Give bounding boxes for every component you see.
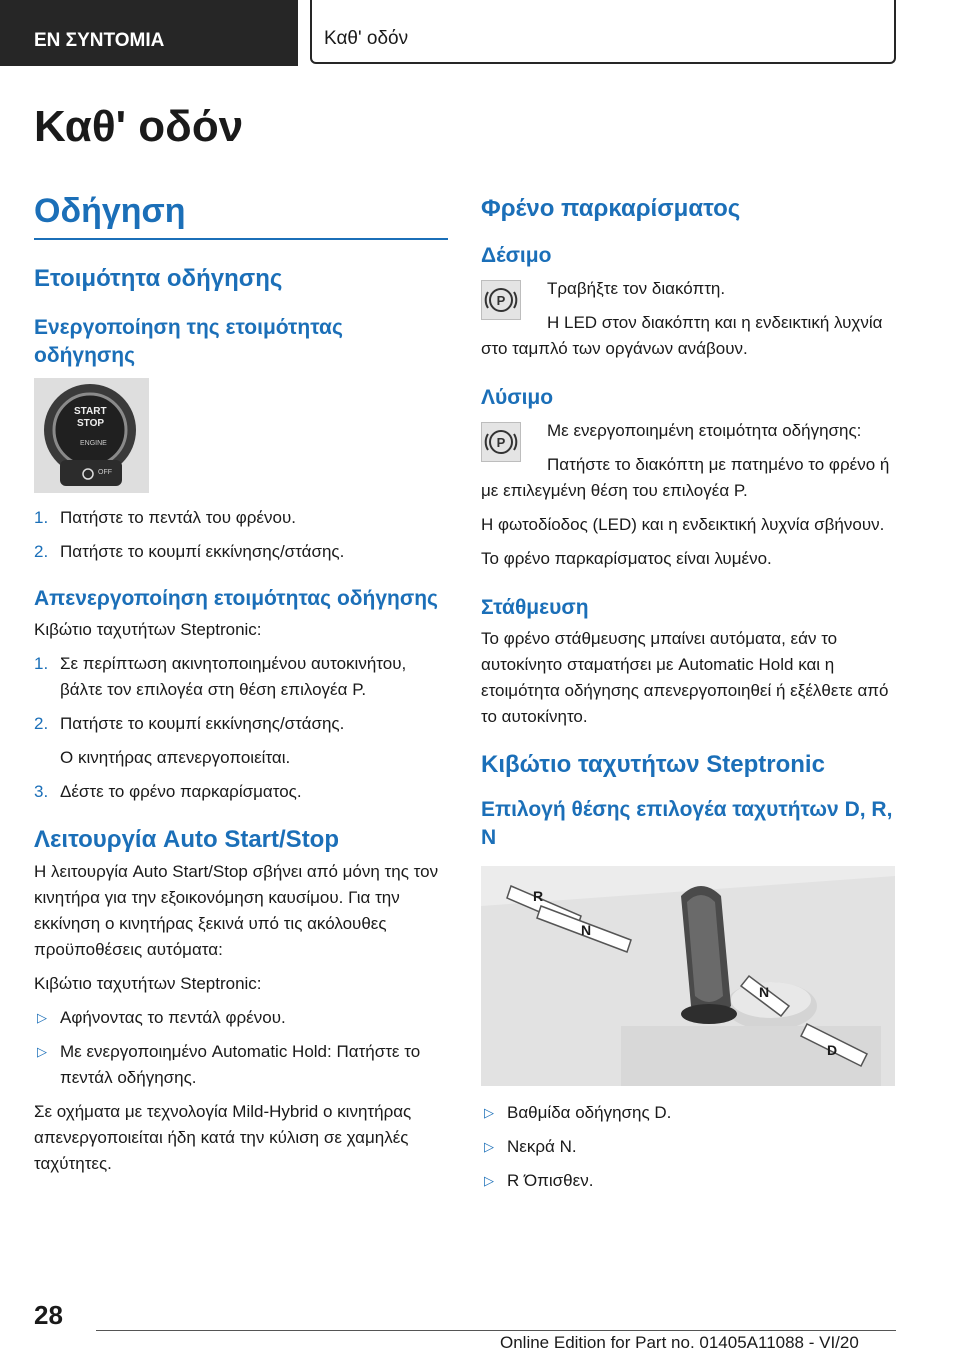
svg-text:P: P: [496, 435, 506, 450]
heading-deactivate: Απενεργοποίηση ετοιμότητας οδήγησης: [34, 587, 438, 610]
release-step-3: Η φωτοδίοδος (LED) και η ενδεικτική λυχνία σβήνουν.: [481, 515, 885, 534]
heading-activate: Ενεργοποίηση της ετοιμότητας οδήγησης: [34, 316, 343, 367]
heading-apply: Δέσιμο: [481, 244, 552, 267]
gear-selector-image: [481, 866, 895, 1086]
button-label-stop: STOP: [77, 418, 105, 429]
bullet-item: ▷ R Όπισθεν.: [484, 1171, 594, 1190]
release-instruction: [481, 418, 899, 450]
release-step-1: Με ενεργοποιημένη ετοιμότητα οδήγησης:: [547, 421, 862, 440]
parking-paragraph: Το φρένο στάθμευσης μπαίνει αυτόματα, εάν το αυτοκίνητο σταματήσει με Automatic Hold και η ετοιμότητα οδήγησης απενεργοποιηθεί ή εξέλθετε από το αυτοκίνητο.: [481, 629, 889, 726]
parking-brake-switch-icon: [481, 280, 521, 320]
heading-release: Λύσιμο: [481, 386, 554, 409]
apply-instruction: [481, 276, 899, 308]
list-item: 3. Δέστε το φρένο παρκαρίσματος.: [34, 782, 302, 801]
gear-label-n-lower: N: [759, 984, 770, 1000]
list-item: 2. Πατήστε το κουμπί εκκίνησης/στάσης.: [34, 542, 345, 561]
page-number: 28: [34, 1300, 63, 1330]
bullet-item: ▷ Αφήνοντας το πεντάλ φρένου.: [37, 1008, 286, 1027]
auto-gearbox-label: Κιβώτιο ταχυτήτων Steptronic:: [34, 974, 262, 993]
section-rule: [34, 238, 448, 240]
footer-edition: Online Edition for Part no. 01405A11088 - VI/20: [500, 1333, 859, 1352]
button-label-start: START: [74, 406, 107, 417]
section-heading-driving: Οδήγηση: [34, 192, 186, 230]
start-stop-button-image: [34, 378, 149, 493]
gearbox-label: Κιβώτιο ταχυτήτων Steptronic:: [34, 620, 262, 639]
gear-label-n-upper: N: [581, 922, 592, 938]
chapter-title: Καθ' οδόν: [34, 102, 244, 151]
list-item: 2. Πατήστε το κουμπί εκκίνησης/στάσης.: [34, 714, 345, 733]
heading-steptronic: Κιβώτιο ταχυτήτων Steptronic: [481, 751, 825, 778]
mild-hybrid-paragraph: Σε οχήματα με τεχνολογία Mild-Hybrid ο κινητήρας απενεργοποιείται ήδη κατά την κύλιση σε χαμηλές ταχύτητες.: [34, 1102, 412, 1173]
release-step-2: Πατήστε το διακόπτη με πατημένο το φρένο ή με επιλεγμένη θέση του επιλογέα P.: [481, 455, 890, 500]
bullet-item: ▷ Νεκρά N.: [484, 1137, 577, 1156]
svg-text:P: P: [496, 293, 506, 308]
gear-label-r: R: [533, 888, 544, 904]
heading-driving-readiness: Ετοιμότητα οδήγησης: [34, 265, 283, 292]
header-tab[interactable]: ΕΝ ΣΥΝΤΟΜΙΑ: [0, 0, 298, 66]
page-header: [0, 0, 960, 66]
heading-parking: Στάθμευση: [481, 596, 589, 619]
apply-step-1: Τραβήξτε τον διακόπτη.: [547, 279, 726, 298]
apply-step-2: Η LED στον διακόπτη και η ενδεικτική λυχνία στο ταμπλό των οργάνων ανάβουν.: [481, 313, 883, 358]
list-item: 1. Πατήστε το πεντάλ του φρένου.: [34, 508, 296, 527]
parking-brake-switch-icon: [481, 422, 521, 462]
auto-start-paragraph: Η λειτουργία Auto Start/Stop σβήνει από μόνη της τον κινητήρα για την εξοικονόμηση καυσίμου. Για την εκκίνηση ο κινητήρας ξεκινά υπό τις ακόλουθες προϋποθέσεις αυτόματα:: [34, 862, 439, 959]
heading-select-position: Επιλογή θέσης επιλογέα ταχυτήτων D, R, N: [481, 798, 893, 849]
header-section: Καθ' οδόν: [310, 0, 896, 64]
left-column: [34, 188, 448, 1177]
bullet-item: ▷ Με ενεργοποιημένο Automatic Hold: Πατήστε το πεντάλ οδήγησης.: [37, 1042, 421, 1087]
right-column: [481, 188, 899, 1194]
list-item: 1. Σε περίπτωση ακινητοποιημένου αυτοκινήτου, βάλτε τον επιλογέα στη θέση επιλογέα P.: [34, 654, 407, 699]
button-label-engine: ENGINE: [80, 440, 107, 447]
heading-parking-brake: Φρένο παρκαρίσματος: [481, 195, 741, 222]
release-step-4: Το φρένο παρκαρίσματος είναι λυμένο.: [481, 549, 772, 568]
bullet-item: ▷ Βαθμίδα οδήγησης D.: [484, 1103, 672, 1122]
heading-auto-start-stop: Λειτουργία Auto Start/Stop: [34, 826, 340, 853]
gear-label-d: D: [827, 1042, 838, 1058]
button-label-off: OFF: [98, 469, 112, 476]
footer-rule: [96, 1330, 896, 1331]
list-item-note: Ο κινητήρας απενεργοποιείται.: [60, 748, 291, 767]
